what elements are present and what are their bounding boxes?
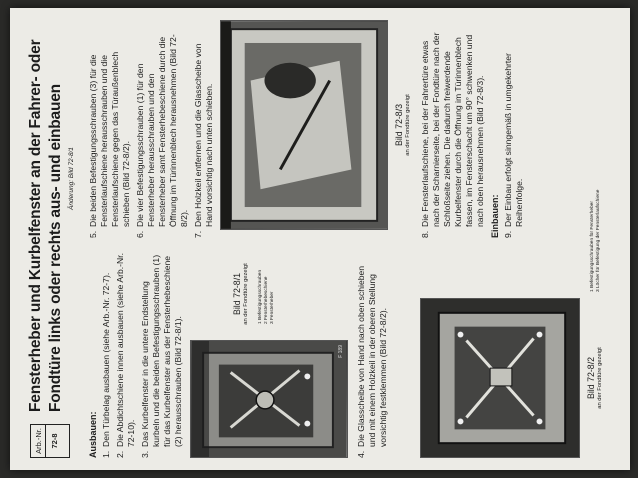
step-text: Die Abdichtschiene innen ausbauen (siehe Arb.-Nr. 72-10). bbox=[115, 253, 136, 447]
step-item bbox=[88, 23, 132, 238]
removal-steps-list-right-continued bbox=[420, 23, 486, 238]
removal-steps-list-continued bbox=[356, 253, 389, 458]
step-text: Den Türbelag ausbauen (siehe Arb.-Nr. 72-7). bbox=[101, 272, 111, 447]
step-item bbox=[140, 253, 184, 458]
step-item bbox=[503, 23, 525, 238]
caption-fig-72-8-1 bbox=[232, 254, 249, 334]
step-text: Den Holzkeil entfernen und die Glasscheibe von Hand vorsichtig nach unten schieben. bbox=[193, 43, 214, 227]
step-number: 3. bbox=[140, 450, 150, 458]
legend-entry: 3 Löcher für Befestigung der Fensterlaufschiene bbox=[596, 189, 601, 292]
work-number-box bbox=[30, 424, 70, 458]
photo-window-removal-image bbox=[221, 21, 387, 229]
photo-fig-72-8-3 bbox=[220, 20, 388, 230]
step-text: Die beiden Befestigungsschrauben (3) für die Fensterlaufschiene herausschrauben und die Fensterlaufschiene gegen das Türaußenblech schieben (Bild 72-8/2). bbox=[88, 51, 131, 227]
work-number-label: Arb.-Nr. bbox=[31, 425, 46, 457]
left-column bbox=[88, 253, 187, 458]
removal-steps-list bbox=[101, 253, 184, 458]
removal-heading: Ausbauen: bbox=[88, 411, 98, 458]
installation-heading: Einbauen: bbox=[490, 194, 500, 238]
removal-steps-list-right bbox=[88, 23, 215, 238]
step-number: 2. bbox=[115, 450, 125, 458]
step-item bbox=[356, 253, 389, 458]
caption-title: Bild 72-8/1 bbox=[232, 272, 242, 316]
installation-steps-list bbox=[503, 23, 525, 238]
caption-subtitle: an der Fondtüre gezeigt bbox=[597, 347, 603, 409]
legend-fig-72-8-1 bbox=[258, 250, 276, 324]
change-note: Änderung: Bild 72-8/1 bbox=[68, 147, 75, 210]
step-item bbox=[101, 253, 112, 458]
legend-fig-72-8-2 bbox=[590, 172, 602, 292]
legend-entry: 1 Befestigungsschrauben für Fensterheber bbox=[590, 201, 595, 292]
caption-title: Bild 72-8/2 bbox=[586, 356, 596, 400]
work-number-value: 72-8 bbox=[50, 433, 59, 449]
right-column bbox=[88, 23, 218, 238]
caption-fig-72-8-3 bbox=[394, 20, 411, 230]
step-item bbox=[420, 23, 486, 238]
caption-subtitle: an der Fondtüre gezeigt bbox=[243, 263, 249, 325]
legend-entry: 3 Fensterheber bbox=[270, 291, 275, 324]
legend-entry: 1 Befestigungsschrauben bbox=[258, 269, 263, 324]
step-text: Die Fensterlaufschiene, bei der Fahrertüre etwas nach der Scharnierseite, bei der Fondtüre nach der Schloßseite ziehen. Die dadurch freiwerdende Kurbelfenster durch die Öffnung im Türinnenblech fassen, im Fensterschacht um 90° schwenken und nach oben herausnehmen (Bild 72-8/3). bbox=[420, 32, 485, 227]
caption-title: Bild 72-8/3 bbox=[394, 103, 404, 147]
caption-fig-72-8-2 bbox=[586, 298, 603, 458]
step-item bbox=[115, 253, 137, 458]
step-text: Der Einbau erfolgt sinngemäß in umgekehrter Reihenfolge. bbox=[503, 53, 524, 227]
right-column-lower bbox=[420, 23, 528, 238]
step-text: Die Glasscheibe von Hand nach oben schieben und mit einem Holzkeil in der oberen Stellung vorsichtig festklemmen (Bild 72-8/2). bbox=[356, 265, 388, 447]
step-number: 5. bbox=[88, 230, 98, 238]
step-number: 1. bbox=[101, 450, 111, 458]
left-column-lower bbox=[356, 253, 392, 458]
step-number: 7. bbox=[193, 230, 203, 238]
rotated-page-content bbox=[10, 8, 630, 470]
step-item bbox=[193, 23, 215, 238]
photo-door-mechanism-image bbox=[191, 341, 347, 457]
step-text: Das Kurbelfenster in die untere Endstellung kurbeln und die beiden Befestigungsschrauben (1) für das Kurbelfenster aus der Fensterhebeschiene (2) herausschrauben (Bild 72-8/1). bbox=[140, 254, 183, 447]
photo-fig-72-8-2 bbox=[420, 298, 580, 458]
legend-entry: 2 Fensterhebeschiene bbox=[264, 276, 269, 324]
photo-door-inner-panel-image bbox=[421, 299, 579, 457]
step-number: 9. bbox=[503, 230, 513, 238]
step-number: 6. bbox=[135, 230, 145, 238]
step-number: 4. bbox=[356, 450, 366, 458]
photo-fig-72-8-1 bbox=[190, 340, 348, 458]
step-item bbox=[135, 23, 190, 238]
document-page bbox=[10, 8, 630, 470]
caption-subtitle: an der Fondtüre gezeigt bbox=[405, 94, 411, 156]
step-text: Die vier Befestigungsschrauben (1) für den Fensterheber herausschrauben und den Fensterheber samt Fensterhebeschiene durch die Öffnung im Türinnenblech herausnehmen (Bild 72-8/2). bbox=[135, 34, 189, 227]
photo-number: F 189 bbox=[338, 345, 344, 358]
page-title: Fensterheber und Kurbelfenster an der Fahrer- oder Fondtüre links oder rechts aus- und einbauen bbox=[27, 39, 64, 412]
step-number: 8. bbox=[420, 230, 430, 238]
